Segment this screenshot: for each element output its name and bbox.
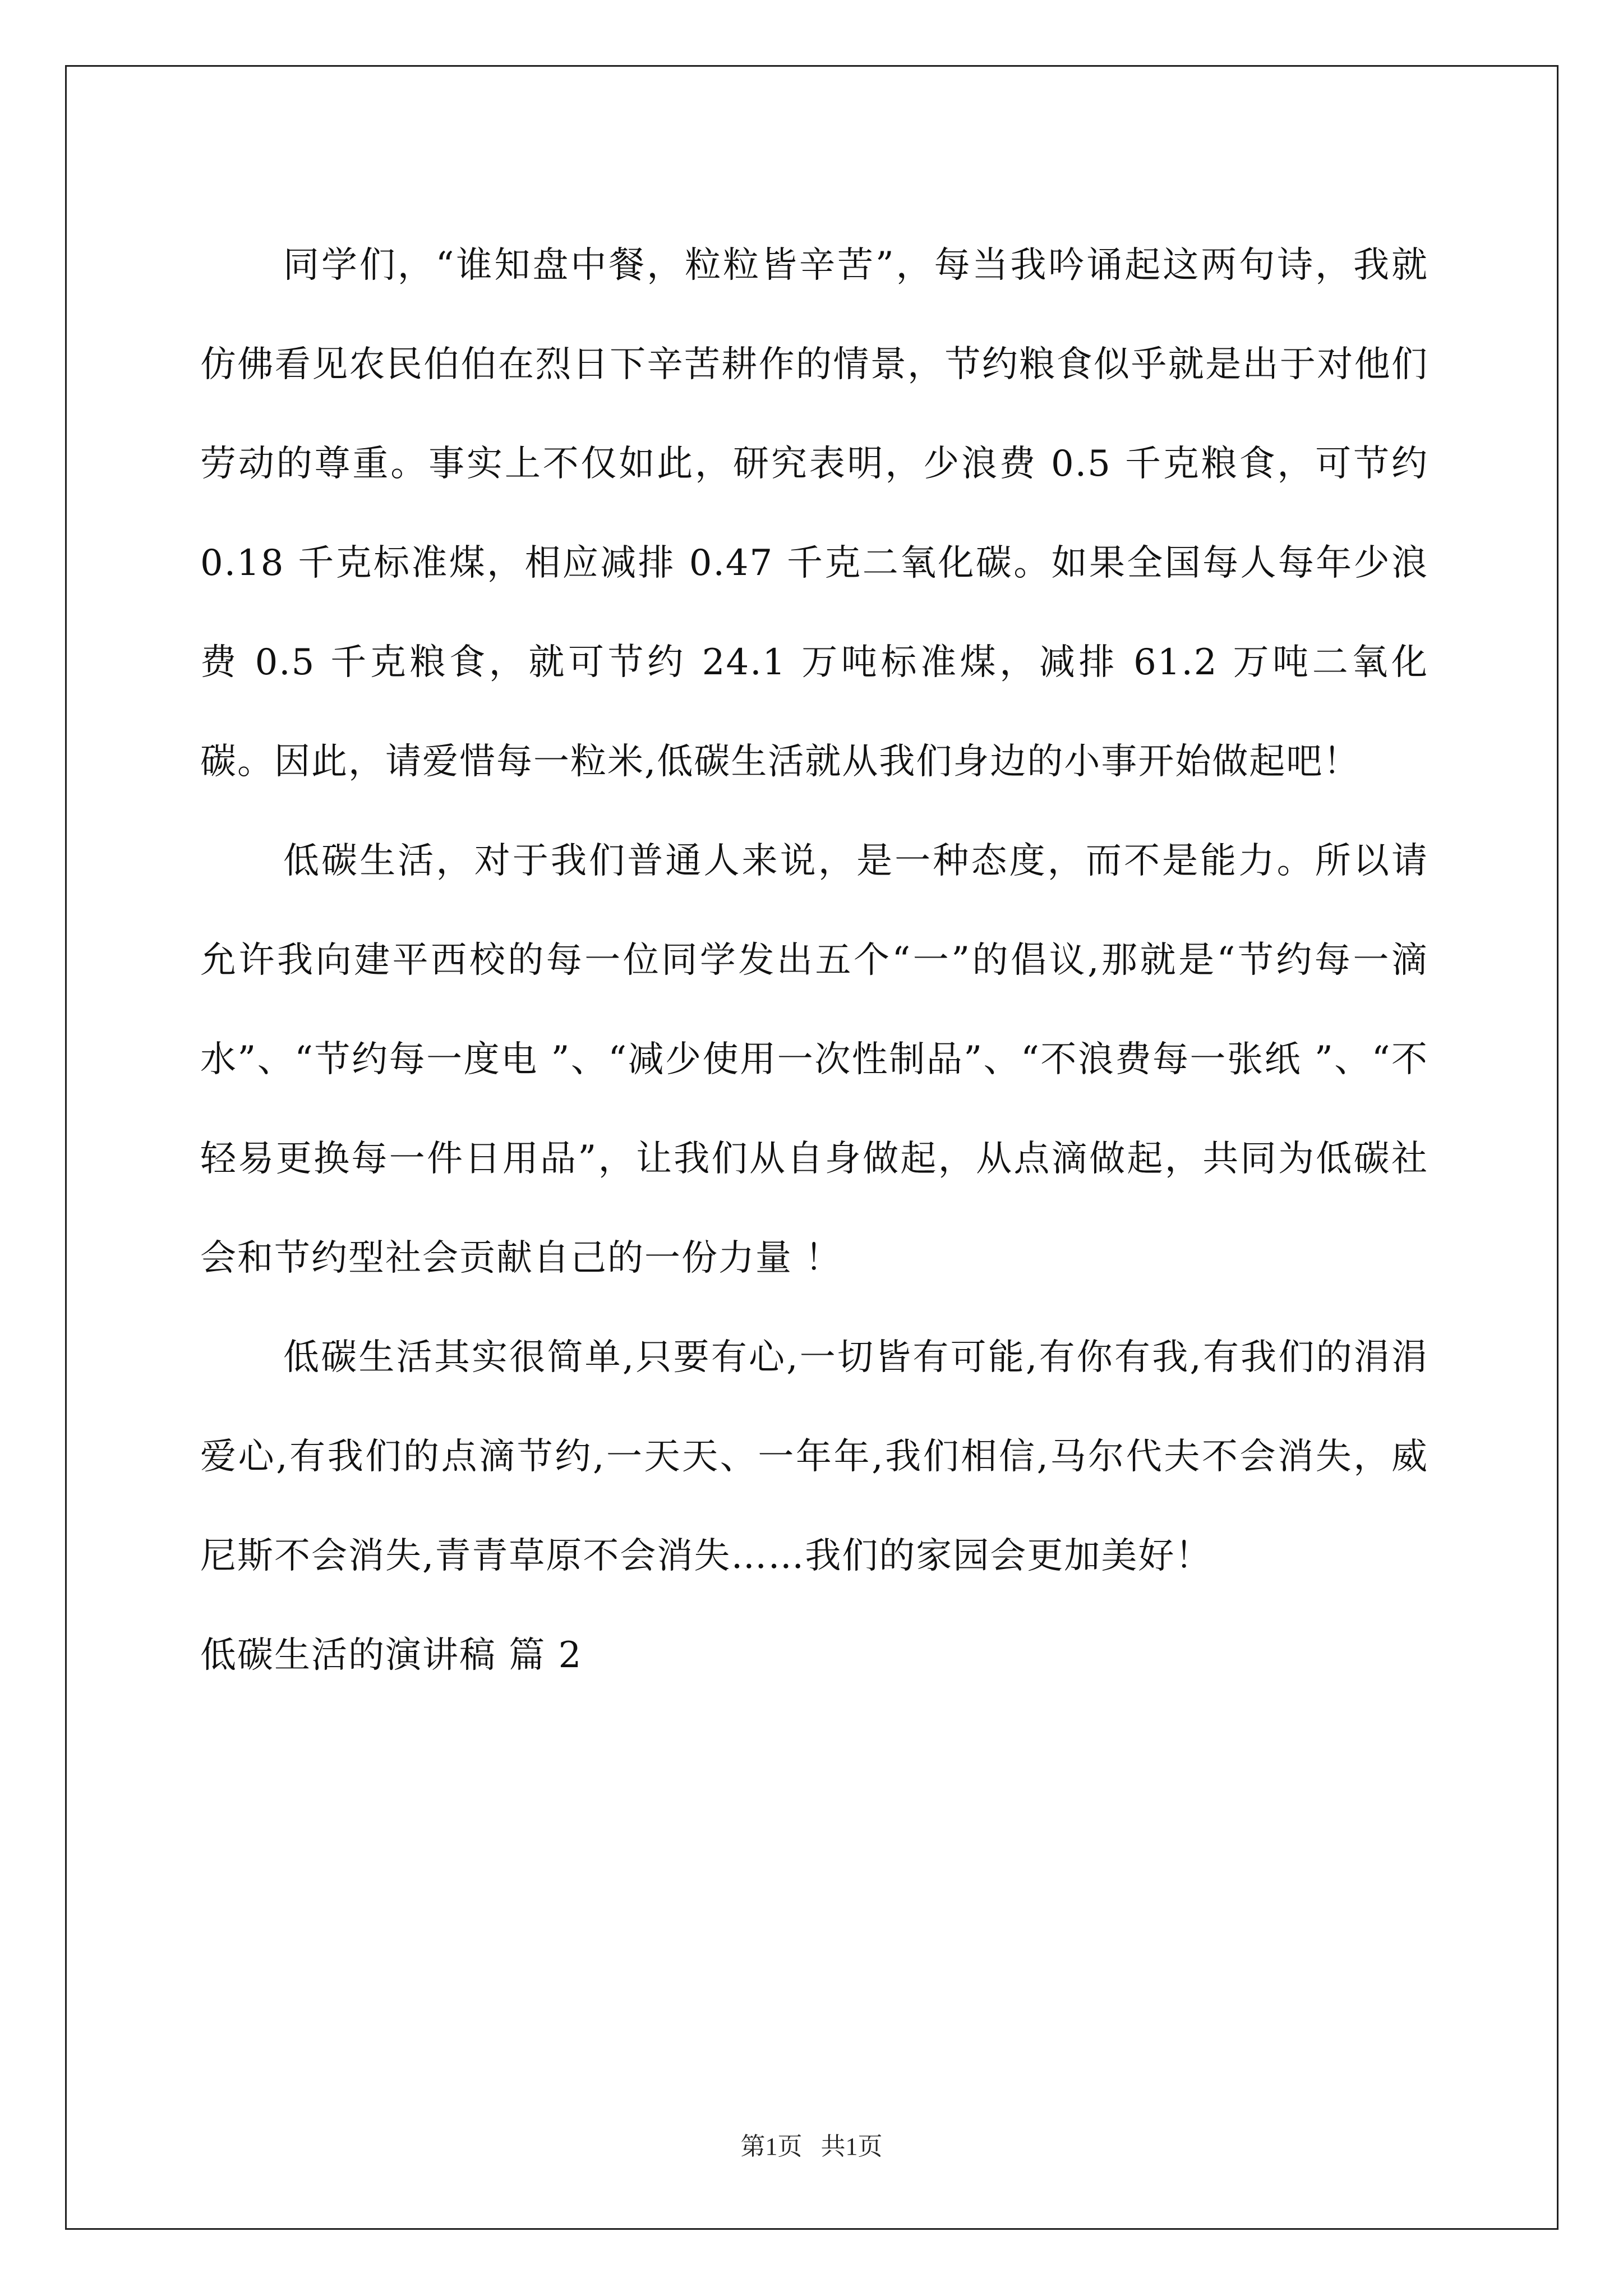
section-heading: 低碳生活的演讲稿 篇 2 — [200, 1635, 583, 1676]
paragraph-3: 低碳生活其实很简单,只要有心,一切皆有可能,有你有我,有我们的涓涓爱心,有我们的点滴节约,一天天、一年年,我们相信,马尔代夫不会消失，威尼斯不会消失,青青草原不会消失……我们的家园会更加美好！ — [200, 1337, 1428, 1577]
document-body — [200, 216, 1428, 1705]
paragraph-1: 同学们，“谁知盘中餐，粒粒皆辛苦”，每当我吟诵起这两句诗，我就仿佛看见农民伯伯在烈日下辛苦耕作的情景，节约粮食似乎就是出于对他们劳动的尊重。事实上不仅如此，研究表明，少浪费 0.5 千克粮食，可节约 0.18 千克标准煤，相应减排 0.47 千克二氧化碳。如果全国每人每年少浪费 0.5 千克粮食，就可节约 24.1 万吨标准煤，减排 61.2 万吨二氧化碳。因此，请爱惜每一粒米,低碳生活就从我们身边的小事开始做起吧！ — [200, 245, 1428, 783]
page-footer: 第1页 共1页 — [740, 2133, 883, 2160]
paragraph-2: 低碳生活，对于我们普通人来说，是一种态度，而不是能力。所以请允许我向建平西校的每一位同学发出五个“一”的倡议,那就是“节约每一滴水”、“节约每一度电 ”、“减少使用一次性制品”、“不浪费每一张纸 ”、“不轻易更换每一件日用品”，让我们从自身做起，从点滴做起，共同为低碳社会和节约型社会贡献自己的一份力量 ！ — [200, 840, 1428, 1279]
